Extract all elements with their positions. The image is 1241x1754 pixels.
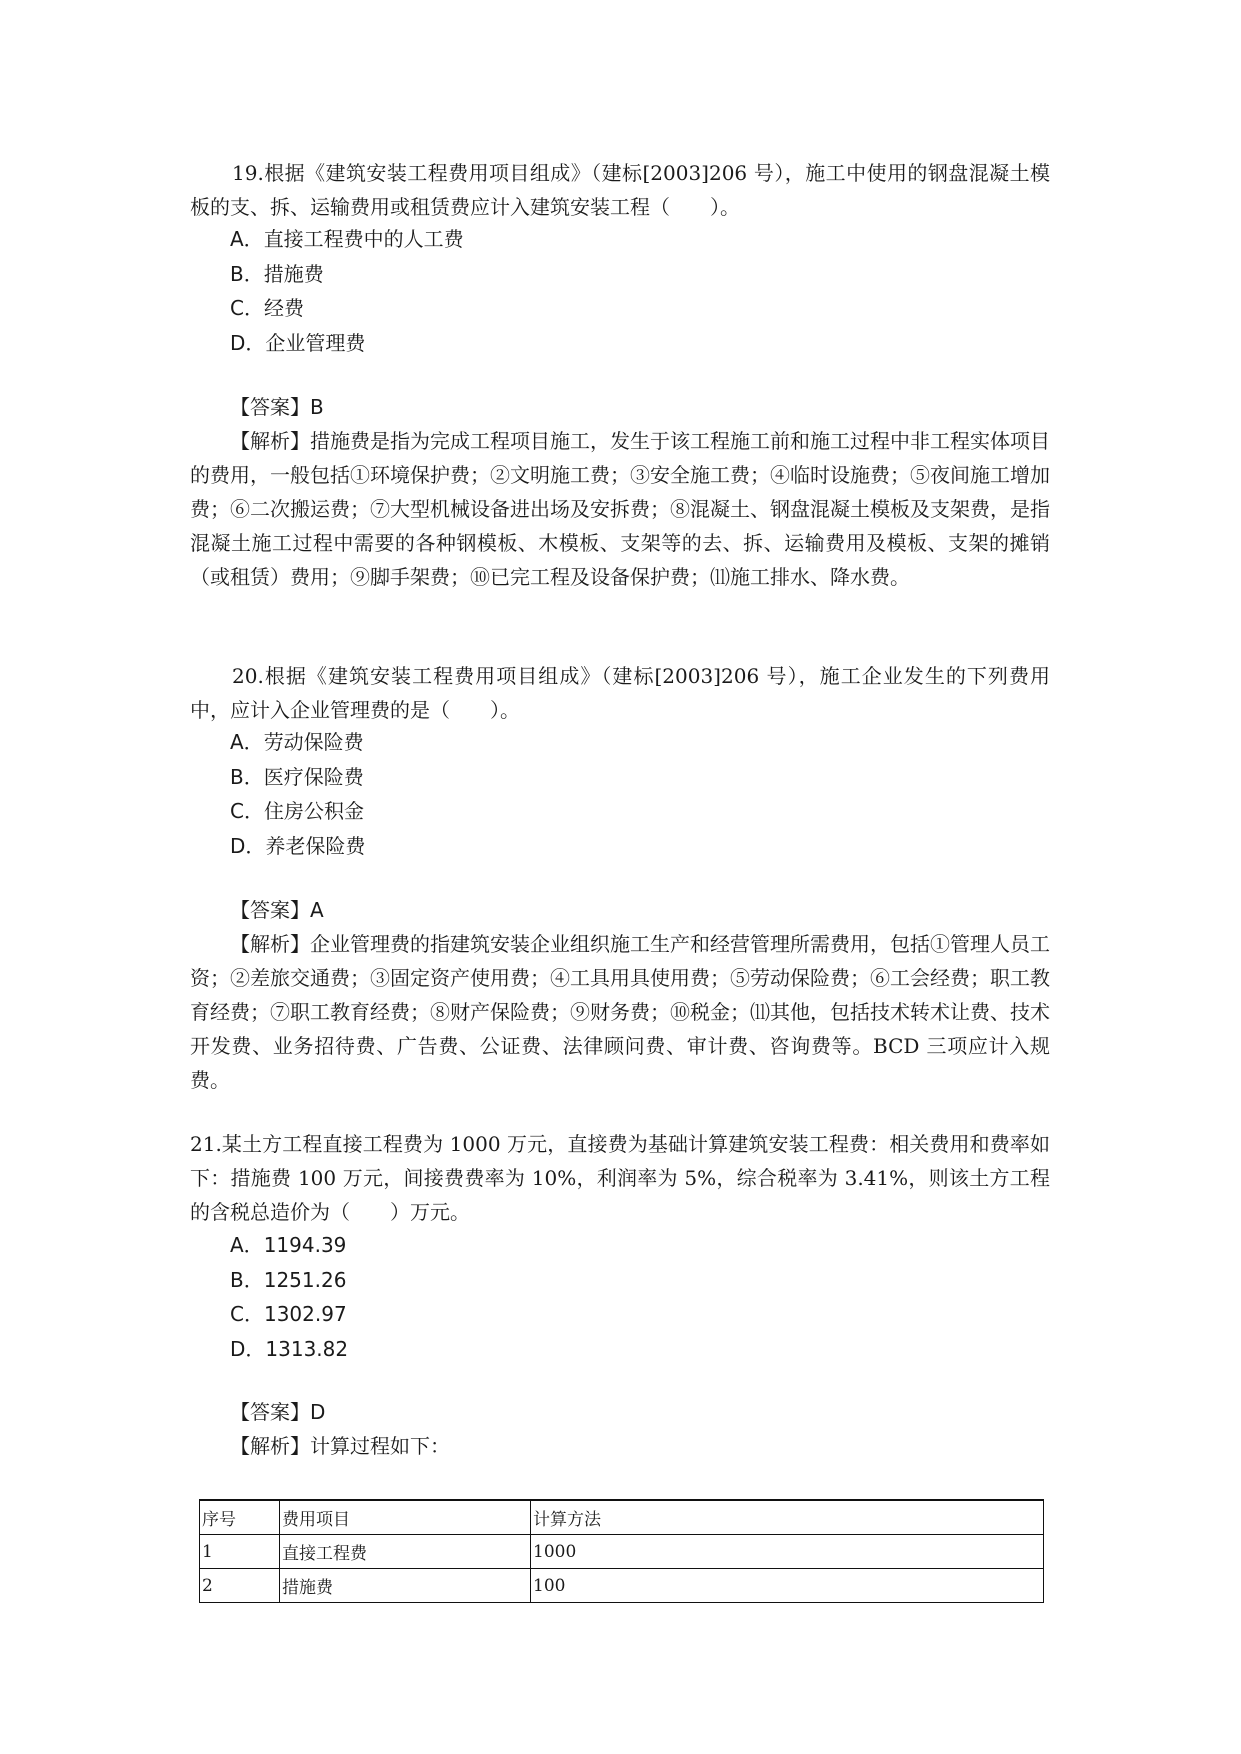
option-b: B．医疗保险费: [230, 764, 364, 789]
table-header-cell: 序号: [200, 1500, 280, 1535]
question-19-options: [230, 222, 464, 360]
option-d: D．养老保险费: [230, 833, 366, 858]
question-stem: 20.根据《建筑安装工程费用项目组成》（建标[2003]206 号），施工企业发生的下列费用中，应计入企业管理费的是（ ）。: [190, 664, 1050, 722]
question-20-options: [230, 725, 365, 863]
option-a: A．劳动保险费: [230, 730, 364, 754]
question-stem: 21.某土方工程直接工程费为 1000 万元，直接费为基础计算建筑安装工程费：相关费用和费率如下：措施费 100 万元，间接费费率为 10%，利润率为 5%，综合税率为 3.41%，则该土方工程的含税总造价为（ ）万元。: [190, 1132, 1050, 1224]
answer-value: A: [310, 898, 324, 922]
calculation-table: [199, 1499, 1044, 1603]
option-a: A．直接工程费中的人工费: [230, 227, 464, 251]
question-21: [190, 1127, 1050, 1229]
table-cell: 措施费: [280, 1569, 531, 1603]
answer-line: 【答案】D: [230, 1400, 326, 1424]
table-cell: 100: [531, 1569, 1044, 1603]
question-stem: 19.根据《建筑安装工程费用项目组成》（建标[2003]206 号），施工中使用的钢盘混凝土模板的支、拆、运输费用或租赁费应计入建筑安装工程（ ）。: [190, 161, 1050, 219]
analysis-text: 【解析】计算过程如下：: [230, 1434, 450, 1458]
table-row: [200, 1569, 1044, 1603]
table-header-cell: 计算方法: [531, 1500, 1044, 1535]
option-d: D．1313.82: [230, 1336, 349, 1361]
table-cell: 2: [200, 1569, 280, 1603]
option-b: B．措施费: [230, 261, 324, 286]
table-cell: 1000: [531, 1535, 1044, 1569]
question-20: [190, 659, 1050, 727]
option-d: D．企业管理费: [230, 330, 366, 355]
table-cell: 直接工程费: [280, 1535, 531, 1569]
table-row: [200, 1535, 1044, 1569]
table-cell: 1: [200, 1535, 280, 1569]
answer-value: B: [310, 395, 324, 419]
option-c: C．1302.97: [230, 1302, 347, 1326]
analysis-text: 【解析】企业管理费的指建筑安装企业组织施工生产和经营管理所需费用，包括①管理人员工资；②差旅交通费；③固定资产使用费；④工具用具使用费；⑤劳动保险费；⑥工会经费；职工教育经费；⑦职工教育经费；⑧财产保险费；⑨财务费；⑩税金；⑾其他，包括技术转术让费、技术开发费、业务招待费、广告费、公证费、法律顾问费、审计费、咨询费等。BCD 三项应计入规费。: [190, 932, 1050, 1092]
question-20-answer-block: [190, 893, 1050, 1097]
option-c: C．经费: [230, 296, 304, 320]
option-a: A．1194.39: [230, 1233, 347, 1257]
answer-line: 【答案】A: [230, 898, 324, 922]
option-c: C．住房公积金: [230, 799, 364, 823]
question-19: [190, 156, 1050, 224]
question-19-answer-block: [190, 390, 1050, 594]
answer-line: 【答案】B: [230, 395, 324, 419]
table-header-cell: 费用项目: [280, 1500, 531, 1535]
analysis-text: 【解析】措施费是指为完成工程项目施工，发生于该工程施工前和施工过程中非工程实体项目的费用，一般包括①环境保护费；②文明施工费；③安全施工费；④临时设施费；⑤夜间施工增加费；⑥二次搬运费；⑦大型机械设备进出场及安拆费；⑧混凝土、钢盘混凝土模板及支架费，是指混凝土施工过程中需要的各种钢模板、木模板、支架等的去、拆、运输费用及模板、支架的摊销（或租赁）费用；⑨脚手架费；⑩已完工程及设备保护费；⑾施工排水、降水费。: [190, 429, 1050, 589]
option-b: B．1251.26: [230, 1267, 347, 1292]
answer-value: D: [310, 1400, 326, 1424]
question-21-answer-block: [190, 1395, 1050, 1463]
question-21-options: [230, 1228, 348, 1366]
table-header-row: [200, 1500, 1044, 1535]
